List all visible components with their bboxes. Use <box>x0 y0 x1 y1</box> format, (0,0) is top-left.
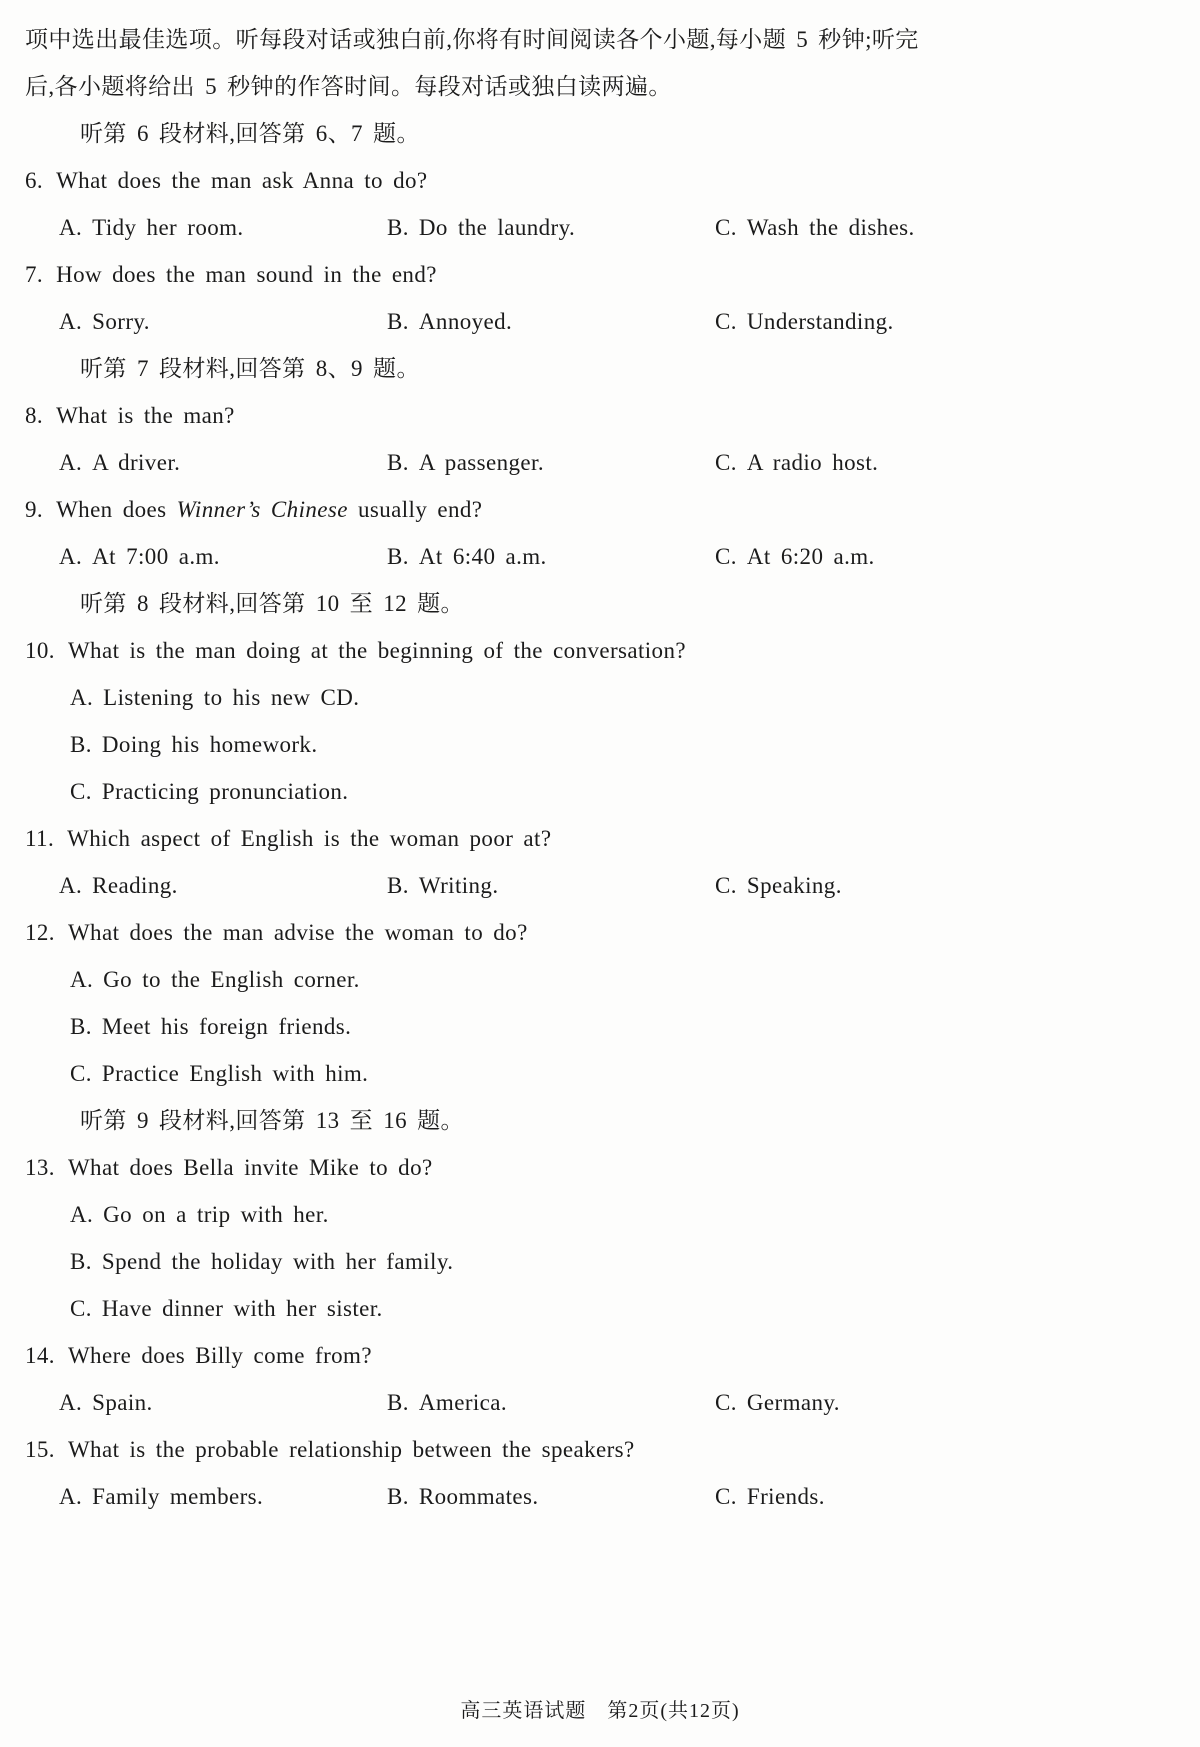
option-label: B. <box>387 215 409 240</box>
option-text: Tidy her room. <box>92 215 244 240</box>
question-number: 12. <box>25 920 55 945</box>
option-label: A. <box>59 1390 83 1415</box>
option-b <box>25 721 1170 768</box>
option-text: Practice English with him. <box>101 1061 369 1086</box>
options-row <box>25 204 1170 251</box>
option-c <box>715 862 842 909</box>
option-c <box>25 768 1170 815</box>
option-a <box>59 1379 387 1426</box>
option-text: A passenger. <box>418 450 544 475</box>
option-label: A. <box>59 215 83 240</box>
options-row <box>25 298 1170 345</box>
option-label: C. <box>715 1484 737 1509</box>
question-10 <box>25 627 1170 815</box>
option-text: Practicing pronunciation. <box>101 779 349 804</box>
material-8-header: 听第 8 段材料,回答第 10 至 12 题。 <box>80 591 464 616</box>
option-text: At 6:20 a.m. <box>746 544 875 569</box>
option-c <box>25 1050 1170 1097</box>
question-number: 11. <box>25 826 55 851</box>
question-6 <box>25 157 1170 251</box>
option-text: Family members. <box>92 1484 264 1509</box>
option-c <box>715 298 894 345</box>
option-c <box>715 1473 825 1520</box>
question-line <box>25 251 1170 298</box>
option-a <box>25 1191 1170 1238</box>
option-c <box>715 439 878 486</box>
option-label: B. <box>70 732 92 757</box>
question-text: What is the man doing at the beginning of the conversation? <box>67 638 686 663</box>
option-text: Spain. <box>92 1390 153 1415</box>
option-label: B. <box>70 1249 92 1274</box>
option-label: C. <box>70 1061 92 1086</box>
question-text: What is the man? <box>56 403 235 428</box>
question-line <box>25 1426 1170 1473</box>
option-label: B. <box>387 1484 409 1509</box>
question-text: How does the man sound in the end? <box>56 262 437 287</box>
question-9 <box>25 486 1170 580</box>
option-text: Spend the holiday with her family. <box>101 1249 454 1274</box>
option-a <box>59 298 387 345</box>
option-text: Have dinner with her sister. <box>101 1296 383 1321</box>
option-label: A. <box>59 544 83 569</box>
option-text: Reading. <box>92 873 178 898</box>
question-line <box>25 627 1170 674</box>
question-line <box>25 909 1170 956</box>
question-12 <box>25 909 1170 1097</box>
option-b <box>387 439 715 486</box>
option-a <box>59 533 387 580</box>
option-b <box>387 1379 715 1426</box>
option-a <box>59 204 387 251</box>
question-text <box>56 497 482 522</box>
option-text: Speaking. <box>746 873 842 898</box>
question-text: What is the probable relationship between the speakers? <box>67 1437 635 1462</box>
option-label: A. <box>59 873 83 898</box>
intro-line-2: 后,各小题将给出 5 秒钟的作答时间。每段对话或独白读两遍。 <box>25 74 672 99</box>
option-b <box>25 1003 1170 1050</box>
question-text: What does the man ask Anna to do? <box>56 168 428 193</box>
question-number: 10. <box>25 638 55 663</box>
option-a <box>59 862 387 909</box>
option-text: Go on a trip with her. <box>103 1202 329 1227</box>
question-line <box>25 157 1170 204</box>
option-label: B. <box>387 450 409 475</box>
material-9-header: 听第 9 段材料,回答第 13 至 16 题。 <box>80 1108 464 1133</box>
option-label: A. <box>70 685 94 710</box>
option-label: C. <box>715 544 737 569</box>
option-c <box>715 1379 840 1426</box>
option-b <box>387 862 715 909</box>
question-text: Where does Billy come from? <box>67 1343 372 1368</box>
question-line <box>25 1144 1170 1191</box>
option-b <box>387 298 715 345</box>
question-11 <box>25 815 1170 909</box>
option-text: Sorry. <box>92 309 150 334</box>
question-text: Which aspect of English is the woman poor at? <box>67 826 552 851</box>
option-label: B. <box>387 1390 409 1415</box>
option-a <box>59 439 387 486</box>
option-text: Listening to his new CD. <box>103 685 360 710</box>
option-label: C. <box>70 1296 92 1321</box>
option-label: A. <box>70 967 94 992</box>
question-number: 7. <box>25 262 44 287</box>
option-text: Wash the dishes. <box>746 215 915 240</box>
question-number: 13. <box>25 1155 55 1180</box>
material-6-header: 听第 6 段材料,回答第 6、7 题。 <box>80 121 420 146</box>
intro-line-1: 项中选出最佳选项。听每段对话或独白前,你将有时间阅读各个小题,每小题 5 秒钟;听完 <box>25 27 919 52</box>
question-line <box>25 392 1170 439</box>
page-footer: 高三英语试题 第2页(共12页) <box>460 1700 740 1722</box>
option-b <box>387 204 715 251</box>
question-number: 15. <box>25 1437 55 1462</box>
option-label: C. <box>715 215 737 240</box>
option-text: Meet his foreign friends. <box>101 1014 352 1039</box>
question-number: 14. <box>25 1343 55 1368</box>
option-a <box>25 674 1170 721</box>
option-label: C. <box>715 309 737 334</box>
option-text: At 7:00 a.m. <box>92 544 220 569</box>
option-text: Roommates. <box>418 1484 539 1509</box>
option-label: C. <box>715 1390 737 1415</box>
question-13 <box>25 1144 1170 1332</box>
question-14 <box>25 1332 1170 1426</box>
option-text: At 6:40 a.m. <box>418 544 547 569</box>
option-label: C. <box>715 873 737 898</box>
options-row <box>25 1379 1170 1426</box>
option-label: A. <box>59 1484 83 1509</box>
option-label: C. <box>715 450 737 475</box>
question-text-post: usually end? <box>347 497 483 522</box>
question-15 <box>25 1426 1170 1520</box>
option-label: A. <box>59 309 83 334</box>
question-line <box>25 486 1170 533</box>
option-label: A. <box>70 1202 94 1227</box>
option-text: Annoyed. <box>418 309 513 334</box>
option-text: Doing his homework. <box>101 732 318 757</box>
option-b <box>387 1473 715 1520</box>
question-line <box>25 1332 1170 1379</box>
option-label: B. <box>387 873 409 898</box>
options-row <box>25 1473 1170 1520</box>
program-title-italic: Winner’s Chinese <box>176 497 348 522</box>
option-text: A driver. <box>92 450 181 475</box>
option-c <box>715 533 875 580</box>
question-7 <box>25 251 1170 345</box>
option-label: B. <box>70 1014 92 1039</box>
question-number: 6. <box>25 168 44 193</box>
question-number: 9. <box>25 497 44 522</box>
option-label: B. <box>387 309 409 334</box>
question-text: What does the man advise the woman to do? <box>67 920 528 945</box>
option-text: Writing. <box>418 873 499 898</box>
question-text: What does Bella invite Mike to do? <box>67 1155 433 1180</box>
option-label: A. <box>59 450 83 475</box>
options-row <box>25 533 1170 580</box>
option-c <box>25 1285 1170 1332</box>
question-8 <box>25 392 1170 486</box>
option-c <box>715 204 915 251</box>
options-row <box>25 862 1170 909</box>
option-b <box>25 1238 1170 1285</box>
material-7-header: 听第 7 段材料,回答第 8、9 题。 <box>80 356 420 381</box>
option-text: Go to the English corner. <box>103 967 360 992</box>
option-text: Understanding. <box>746 309 894 334</box>
question-text-pre: When does <box>56 497 177 522</box>
question-number: 8. <box>25 403 44 428</box>
option-text: America. <box>418 1390 508 1415</box>
option-a <box>25 956 1170 1003</box>
question-line <box>25 815 1170 862</box>
option-text: Friends. <box>746 1484 825 1509</box>
option-text: Germany. <box>746 1390 840 1415</box>
option-label: C. <box>70 779 92 804</box>
options-row <box>25 439 1170 486</box>
option-b <box>387 533 715 580</box>
option-label: B. <box>387 544 409 569</box>
option-text: A radio host. <box>746 450 879 475</box>
option-text: Do the laundry. <box>418 215 576 240</box>
option-a <box>59 1473 387 1520</box>
